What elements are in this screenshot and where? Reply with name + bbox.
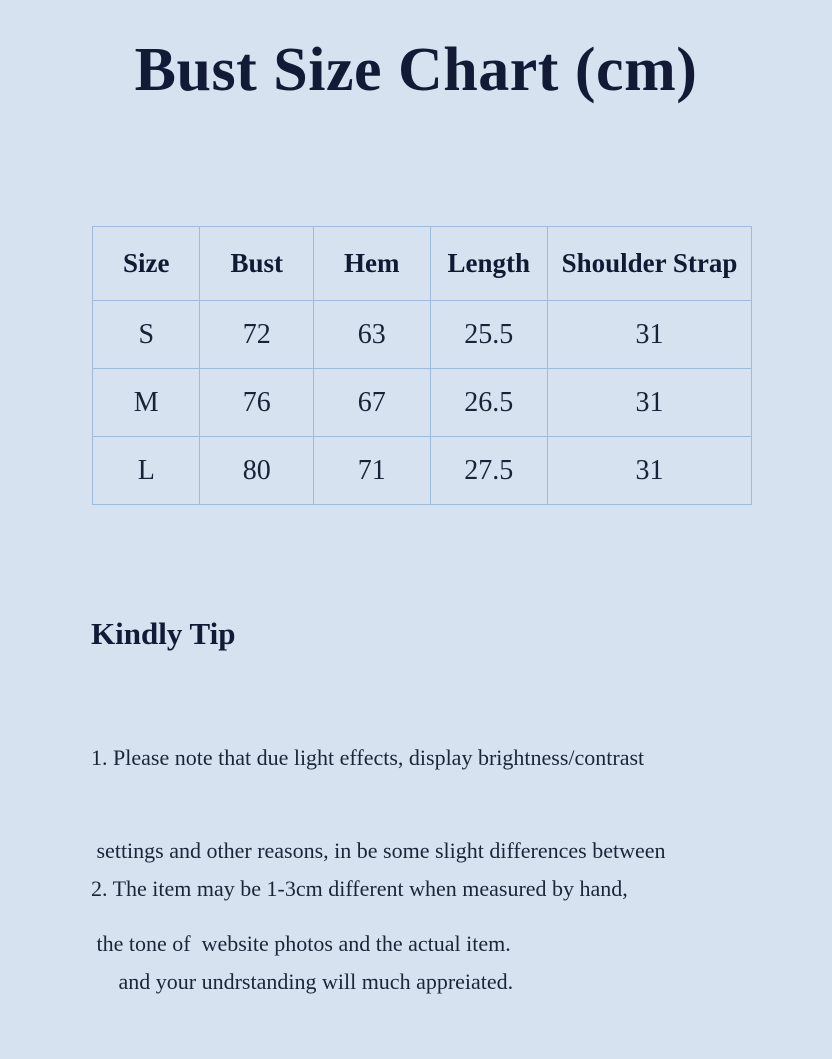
cell-hem: 63	[314, 301, 431, 369]
size-table	[92, 226, 752, 505]
tip-2-line: 2. The item may be 1-3cm different when measured by hand,	[91, 876, 628, 901]
header-length: Length	[430, 227, 548, 301]
cell-length: 27.5	[430, 437, 548, 505]
cell-shoulder-strap: 31	[548, 301, 752, 369]
table-header-row	[93, 227, 752, 301]
cell-length: 25.5	[430, 301, 548, 369]
header-shoulder-strap: Shoulder Strap	[548, 227, 752, 301]
tip-2-line: and your undrstanding will much appreiated.	[91, 969, 514, 994]
header-bust: Bust	[200, 227, 314, 301]
header-hem: Hem	[314, 227, 431, 301]
cell-size: S	[93, 301, 200, 369]
header-size: Size	[93, 227, 200, 301]
page-title: Bust Size Chart (cm)	[134, 36, 698, 104]
cell-size: L	[93, 437, 200, 505]
tip-2	[91, 811, 628, 1059]
cell-bust: 76	[200, 369, 314, 437]
cell-shoulder-strap: 31	[548, 437, 752, 505]
cell-bust: 80	[200, 437, 314, 505]
table-row	[93, 301, 752, 369]
tip-heading: Kindly Tip	[91, 616, 236, 651]
tip-1-line: the tone of website photos and the actual item.	[91, 931, 511, 956]
cell-shoulder-strap: 31	[548, 369, 752, 437]
tip-1-line: settings and other reasons, in be some slight differences between	[91, 838, 666, 863]
cell-size: M	[93, 369, 200, 437]
cell-hem: 71	[314, 437, 431, 505]
cell-hem: 67	[314, 369, 431, 437]
tip-1-line: 1. Please note that due light effects, display brightness/contrast	[91, 745, 645, 770]
cell-bust: 72	[200, 301, 314, 369]
table-row	[93, 437, 752, 505]
table-row	[93, 369, 752, 437]
cell-length: 26.5	[430, 369, 548, 437]
